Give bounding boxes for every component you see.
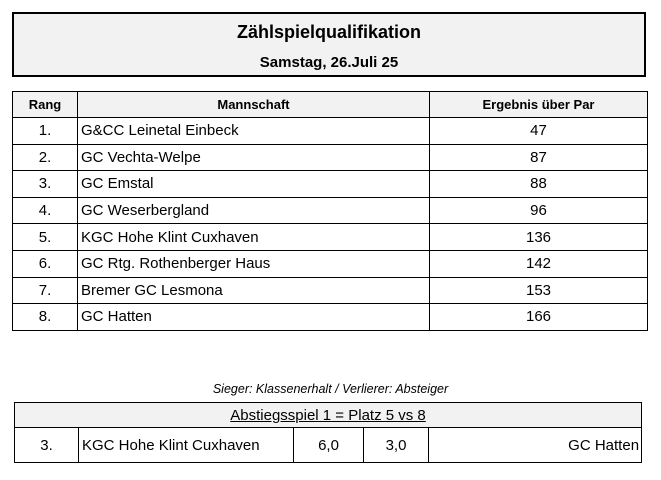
page-title: Zählspielqualifikation [236, 22, 422, 42]
match-rank-cell: 3. [15, 428, 79, 463]
rank-cell: 6. [13, 250, 78, 277]
standings-header-row [13, 92, 648, 118]
table-row [13, 197, 648, 224]
rank-cell: 8. [13, 304, 78, 331]
rank-cell: 7. [13, 277, 78, 304]
home-score-cell: 6,0 [294, 428, 364, 463]
away-score-cell: 3,0 [364, 428, 429, 463]
rank-cell: 1. [13, 118, 78, 145]
relegation-table [14, 402, 642, 463]
score-cell: 87 [430, 144, 648, 171]
score-cell: 47 [430, 118, 648, 145]
score-cell: 166 [430, 304, 648, 331]
relegation-header-row [15, 403, 642, 428]
home-team-cell: KGC Hohe Klint Cuxhaven [79, 428, 294, 463]
score-cell: 88 [430, 171, 648, 198]
score-cell: 142 [430, 250, 648, 277]
rank-cell: 4. [13, 197, 78, 224]
team-cell: KGC Hohe Klint Cuxhaven [78, 224, 430, 251]
team-cell: GC Hatten [78, 304, 430, 331]
column-header-team: Mannschaft [78, 92, 430, 118]
team-cell: Bremer GC Lesmona [78, 277, 430, 304]
column-header-score: Ergebnis über Par [430, 92, 648, 118]
rank-cell: 2. [13, 144, 78, 171]
team-cell: G&CC Leinetal Einbeck [78, 118, 430, 145]
team-cell: GC Emstal [78, 171, 430, 198]
table-row [13, 224, 648, 251]
table-row [13, 144, 648, 171]
team-cell: GC Rtg. Rothenberger Haus [78, 250, 430, 277]
table-row [13, 277, 648, 304]
rank-cell: 5. [13, 224, 78, 251]
page-subtitle: Samstag, 26.Juli 25 [259, 54, 399, 71]
table-row [13, 304, 648, 331]
table-row [13, 250, 648, 277]
away-team-cell: GC Hatten [429, 428, 642, 463]
score-cell: 96 [430, 197, 648, 224]
title-box [12, 12, 646, 77]
score-cell: 136 [430, 224, 648, 251]
team-cell: GC Weserbergland [78, 197, 430, 224]
rank-cell: 3. [13, 171, 78, 198]
relegation-title: Abstiegsspiel 1 = Platz 5 vs 8 [15, 403, 642, 428]
standings-table [12, 91, 648, 331]
score-cell: 153 [430, 277, 648, 304]
team-cell: GC Vechta-Welpe [78, 144, 430, 171]
relegation-match-row [15, 428, 642, 463]
table-row [13, 171, 648, 198]
table-row [13, 118, 648, 145]
column-header-rank: Rang [13, 92, 78, 118]
rules-caption: Sieger: Klassenerhalt / Verlierer: Absteiger [212, 382, 449, 396]
